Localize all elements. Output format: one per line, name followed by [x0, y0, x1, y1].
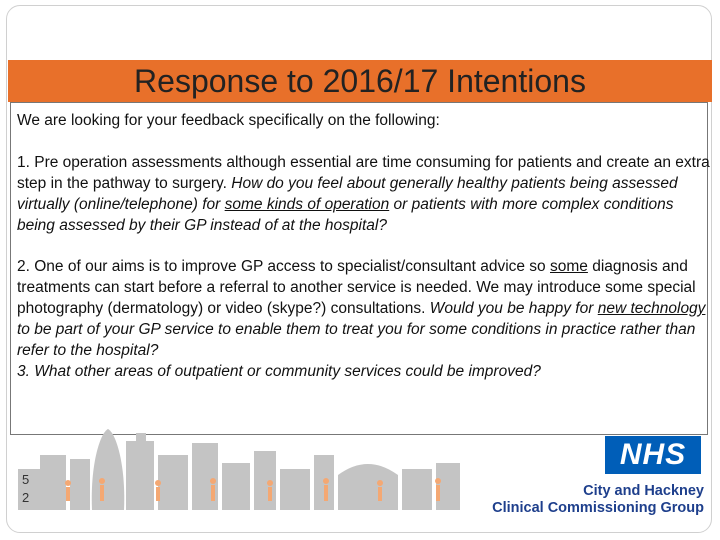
item-3: 3. What other areas of outpatient or community services could be improved?	[17, 363, 541, 380]
body-text	[17, 110, 712, 382]
ccg-name-line-1: City and Hackney	[583, 483, 704, 499]
item-1: 1. Pre operation assessments although essential are time consuming for patients and create an extra step in the pathway to surgery. How do you feel about generally healthy patients being assessed virtually (online/telephone) for some kinds of operation or patients with more complex conditions being assessed by their GP instead of at the hospital?	[17, 154, 710, 234]
slide-number: 5 2	[22, 472, 30, 505]
london-skyline-illustration	[8, 425, 478, 510]
item-2: 2. One of our aims is to improve GP access to specialist/consultant advice so some diagnosis and treatments can start before a referral to another service is needed. We may introduce some special photography (dermatology) or video (skype?) consultations. Would you be happy for new technology to be part of your GP service to enable them to treat you for some conditions in practice rather than refer to the hospital?	[17, 258, 706, 359]
ccg-name-line-2: Clinical Commissioning Group	[492, 500, 704, 516]
intro-text: We are looking for your feedback specifically on the following:	[17, 112, 440, 129]
slide-title: Response to 2016/17 Intentions	[134, 63, 586, 99]
nhs-logo-text: NHS	[619, 438, 687, 471]
